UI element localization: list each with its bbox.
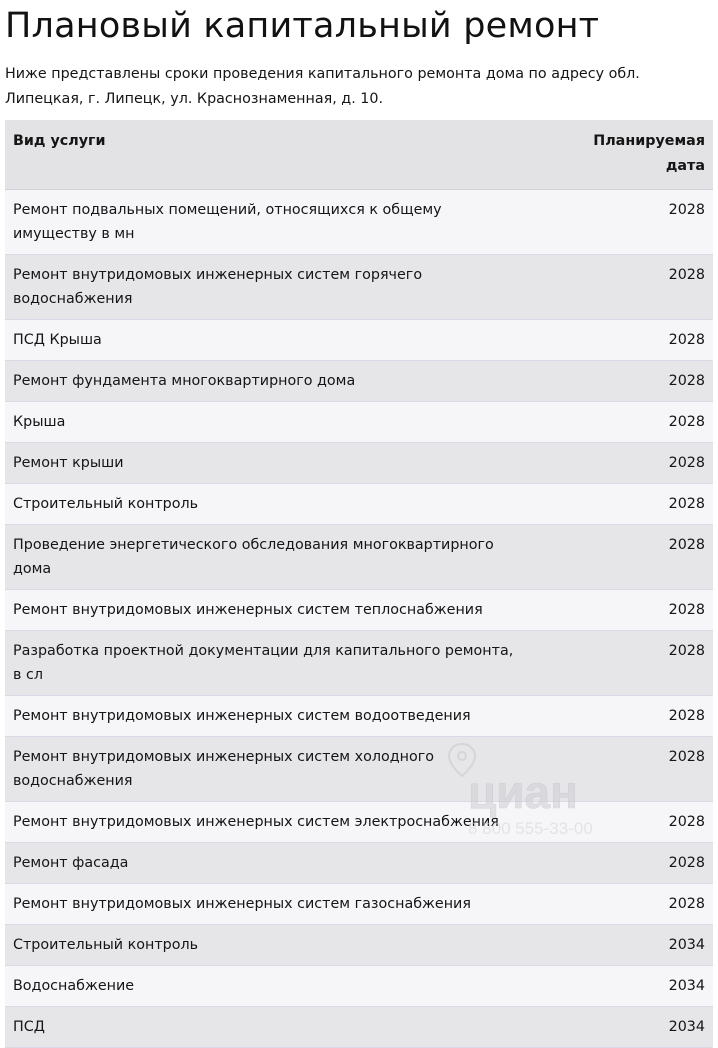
service-name-cell: Водоснабжение [5, 966, 565, 1007]
planned-date-cell: 2028 [565, 402, 713, 443]
service-name-cell: Ремонт фундамента многоквартирного дома [5, 361, 565, 402]
watermark-phone: 8 800 555-33-00 [468, 819, 593, 838]
table-header-row [5, 120, 713, 190]
table-row [5, 966, 713, 1007]
table-row [5, 631, 713, 696]
planned-date-cell: 2028 [565, 631, 713, 696]
table-row [5, 402, 713, 443]
planned-date-cell: 2028 [565, 843, 713, 884]
table-row [5, 590, 713, 631]
table-row [5, 696, 713, 737]
service-name-cell: Проведение энергетического обследования многоквартирного дома [5, 525, 565, 590]
planned-date-cell: 2028 [565, 190, 713, 255]
planned-date-cell: 2034 [565, 925, 713, 966]
table-row [5, 525, 713, 590]
planned-date-cell: 2034 [565, 1007, 713, 1048]
service-name-cell: Ремонт внутридомовых инженерных систем электроснабжения [5, 802, 565, 843]
service-name-cell: Ремонт внутридомовых инженерных систем холодного водоснабжения [5, 737, 565, 802]
page-title: Плановый капитальный ремонт [5, 6, 600, 46]
table-row [5, 1007, 713, 1048]
service-name-cell: Ремонт подвальных помещений, относящихся к общему имуществу в мн [5, 190, 565, 255]
planned-date-cell: 2028 [565, 443, 713, 484]
table-row [5, 255, 713, 320]
service-name-cell: Ремонт фасада [5, 843, 565, 884]
planned-date-cell: 2028 [565, 802, 713, 843]
page-intro: Ниже представлены сроки проведения капитального ремонта дома по адресу обл. Липецкая, г. Липецк, ул. Краснознаменная, д. 10. [5, 66, 640, 107]
repair-schedule-table [5, 120, 713, 1048]
table-row [5, 361, 713, 402]
planned-date-cell: 2028 [565, 525, 713, 590]
service-name-cell: ПСД [5, 1007, 565, 1048]
table-row [5, 843, 713, 884]
table-row [5, 484, 713, 525]
planned-date-cell: 2028 [565, 320, 713, 361]
table-row [5, 802, 713, 843]
service-name-cell: Ремонт крыши [5, 443, 565, 484]
service-name-cell: Ремонт внутридомовых инженерных систем водоотведения [5, 696, 565, 737]
planned-date-cell: 2028 [565, 484, 713, 525]
repair-page [5, 0, 713, 1048]
column-header-date: Планируемая дата [565, 120, 713, 190]
table-row [5, 443, 713, 484]
watermark-brand: циан [468, 766, 578, 818]
service-name-cell: ПСД Крыша [5, 320, 565, 361]
service-name-cell: Разработка проектной документации для капитального ремонта, в сл [5, 631, 565, 696]
table-row [5, 320, 713, 361]
table-row [5, 190, 713, 255]
planned-date-cell: 2028 [565, 884, 713, 925]
table-row [5, 884, 713, 925]
table-row [5, 737, 713, 802]
planned-date-cell: 2028 [565, 255, 713, 320]
table-row [5, 925, 713, 966]
column-header-service: Вид услуги [5, 120, 565, 190]
service-name-cell: Ремонт внутридомовых инженерных систем теплоснабжения [5, 590, 565, 631]
service-name-cell: Крыша [5, 402, 565, 443]
planned-date-cell: 2028 [565, 590, 713, 631]
planned-date-cell: 2028 [565, 361, 713, 402]
table-body [5, 190, 713, 1048]
planned-date-cell: 2028 [565, 737, 713, 802]
service-name-cell: Ремонт внутридомовых инженерных систем газоснабжения [5, 884, 565, 925]
service-name-cell: Ремонт внутридомовых инженерных систем горячего водоснабжения [5, 255, 565, 320]
planned-date-cell: 2028 [565, 696, 713, 737]
service-name-cell: Строительный контроль [5, 484, 565, 525]
planned-date-cell: 2034 [565, 966, 713, 1007]
service-name-cell: Строительный контроль [5, 925, 565, 966]
